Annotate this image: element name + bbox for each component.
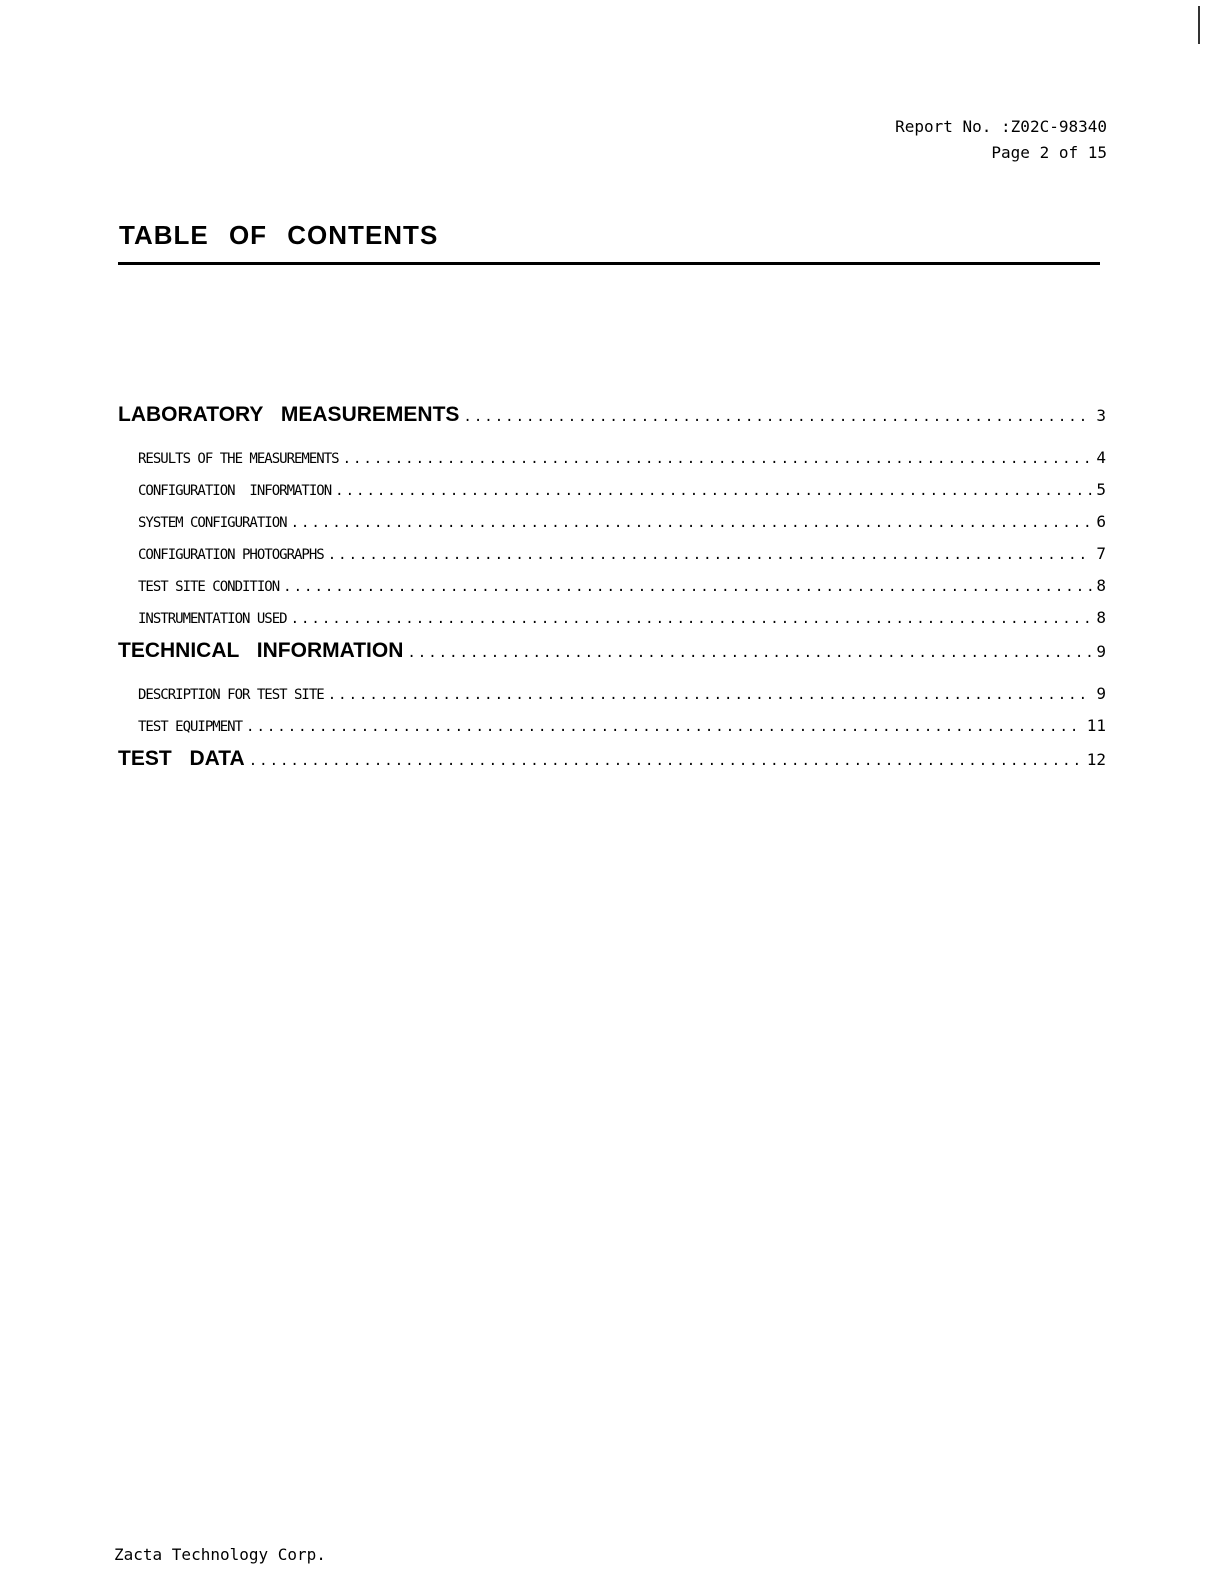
- toc-entry-page: 3: [1096, 406, 1106, 425]
- toc-entry-instrumentation-used[interactable]: [118, 602, 1106, 634]
- toc-entry-system-configuration[interactable]: [118, 506, 1106, 538]
- toc-entry-test-site-condition[interactable]: [118, 570, 1106, 602]
- dot-leader: [249, 744, 1083, 776]
- toc-entry-label: INSTRUMENTATION USED: [138, 611, 287, 627]
- toc-entry-page: 5: [1096, 480, 1106, 499]
- toc-entry-label: DESCRIPTION FOR TEST SITE: [138, 687, 324, 703]
- toc-entry-label: TEST DATA: [118, 747, 245, 770]
- toc-entry-label: CONFIGURATION PHOTOGRAPHS: [138, 547, 324, 563]
- toc-entry-page: 7: [1096, 544, 1106, 563]
- company-footer: Zacta Technology Corp.: [114, 1545, 326, 1564]
- toc-entry-configuration-information[interactable]: [118, 474, 1106, 506]
- toc-entry-laboratory-measurements[interactable]: [118, 398, 1106, 432]
- toc-entry-label: RESULTS OF THE MEASUREMENTS: [138, 451, 339, 467]
- report-header: [895, 114, 1107, 166]
- toc-entry-label: LABORATORY MEASUREMENTS: [118, 403, 460, 426]
- toc-entry-page: 4: [1096, 448, 1106, 467]
- toc-entry-page: 8: [1096, 576, 1106, 595]
- toc-entry-page: 8: [1096, 608, 1106, 627]
- toc-entry-page: 11: [1086, 716, 1106, 735]
- toc-entry-label: TEST EQUIPMENT: [138, 719, 243, 735]
- toc-entry-technical-information[interactable]: [118, 634, 1106, 668]
- toc-entry-label: TEST SITE CONDITION: [138, 579, 280, 595]
- toc-entry-page: 12: [1086, 750, 1106, 769]
- table-of-contents: [118, 398, 1106, 776]
- toc-entry-page: 9: [1096, 684, 1106, 703]
- toc-entry-page: 9: [1096, 642, 1106, 661]
- toc-entry-label: TECHNICAL INFORMATION: [118, 639, 404, 662]
- report-number: Report No. :Z02C-98340: [895, 117, 1107, 136]
- page-indicator: Page 2 of 15: [991, 143, 1107, 162]
- dot-leader: [328, 679, 1093, 710]
- toc-entry-page: 6: [1096, 512, 1106, 531]
- toc-entry-test-data[interactable]: [118, 742, 1106, 776]
- toc-entry-label: CONFIGURATION INFORMATION: [138, 483, 332, 499]
- dot-leader: [335, 475, 1092, 506]
- page-title: TABLE OF CONTENTS: [119, 220, 439, 250]
- dot-leader: [343, 443, 1093, 474]
- scan-edge-mark: [1198, 6, 1200, 44]
- dot-leader: [291, 603, 1093, 634]
- dot-leader: [291, 507, 1093, 538]
- dot-leader: [246, 711, 1083, 742]
- title-underline: [118, 262, 1100, 265]
- dot-leader: [463, 400, 1092, 432]
- dot-leader: [328, 539, 1093, 570]
- toc-entry-description-for-test-site[interactable]: [118, 678, 1106, 710]
- dot-leader: [283, 571, 1092, 602]
- toc-entry-test-equipment[interactable]: [118, 710, 1106, 742]
- toc-entry-configuration-photographs[interactable]: [118, 538, 1106, 570]
- dot-leader: [407, 636, 1092, 668]
- toc-entry-label: SYSTEM CONFIGURATION: [138, 515, 287, 531]
- toc-entry-results-of-the-measurements[interactable]: [118, 442, 1106, 474]
